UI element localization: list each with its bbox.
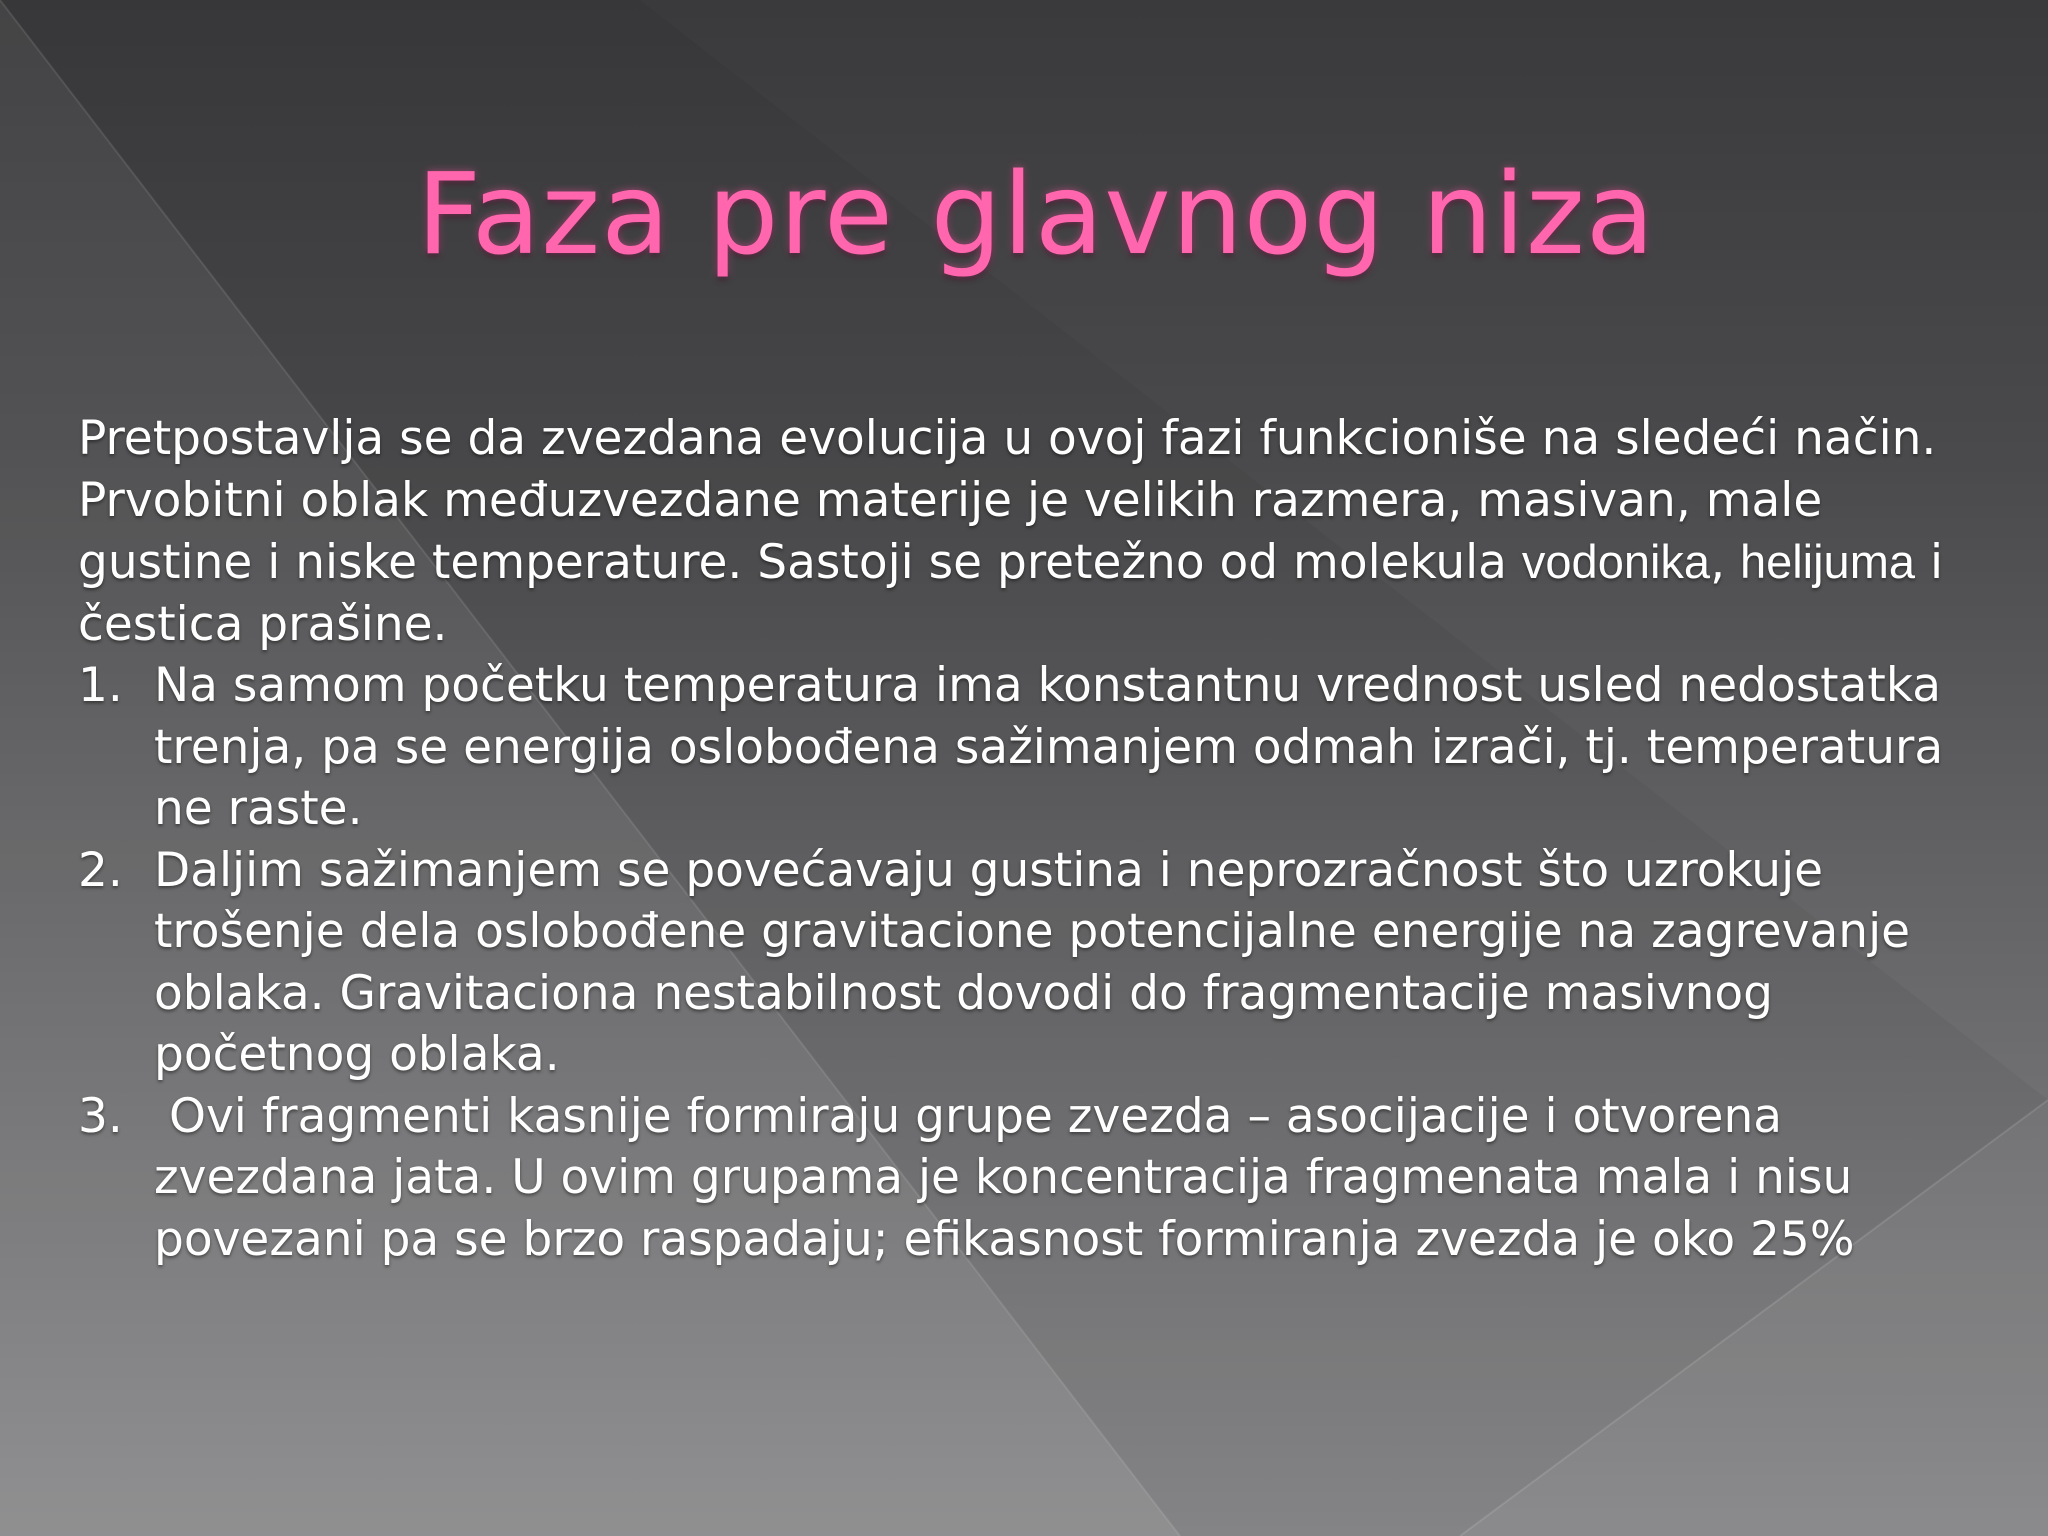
list-item xyxy=(78,840,1978,1086)
intro-paragraph xyxy=(78,408,1978,655)
intro-text: Pretpostavlja se da zvezdana evolucija u ovoj fazi funkcioniše na sledeći način. Prvobitni oblak međuzvezdane materije je velikih razmera, masivan, male gustine i niske temperature. Sastoji se pretežno od molekula xyxy=(78,411,1937,590)
list-item xyxy=(78,655,1978,840)
list-item-number: 3. xyxy=(78,1088,123,1144)
list-item-number: 1. xyxy=(78,658,123,713)
steps-list xyxy=(78,655,1978,1270)
term-separator: , xyxy=(1710,535,1740,590)
intro-text-end: i čestica prašine. xyxy=(78,535,1943,652)
list-item-text: Ovi fragmenti kasnije formiraju grupe zvezda – asocijacije i otvorena zvezdana jata. U ovim grupama je koncentracija fragmenata mala i nisu povezani pa se brzo raspadaju; efikasnost formiranja zvezda je oko 25% xyxy=(154,1088,1868,1267)
slide-title: Faza pre glavnog niza xyxy=(416,150,1656,280)
list-item-text: Na samom početku temperatura ima konstantnu vrednost usled nedostatka trenja, pa se energija oslobođena sažimanjem odmah izrači, tj. temperatura ne raste. xyxy=(154,658,1944,836)
term-helium: helijuma xyxy=(1739,535,1915,588)
list-item-number: 2. xyxy=(78,842,123,898)
list-item-text: Daljim sažimanjem se povećavaju gustina i neprozračnost što uzrokuje trošenje dela oslobođene gravitacione potencijalne energije na zagrevanje oblaka. Gravitaciona nestabilnost dovodi do fragmentacije masivnog početnog oblaka. xyxy=(154,842,1911,1082)
term-hydrogen: vodonika xyxy=(1521,535,1711,588)
slide-body xyxy=(78,408,1978,1270)
list-item xyxy=(78,1086,1978,1271)
